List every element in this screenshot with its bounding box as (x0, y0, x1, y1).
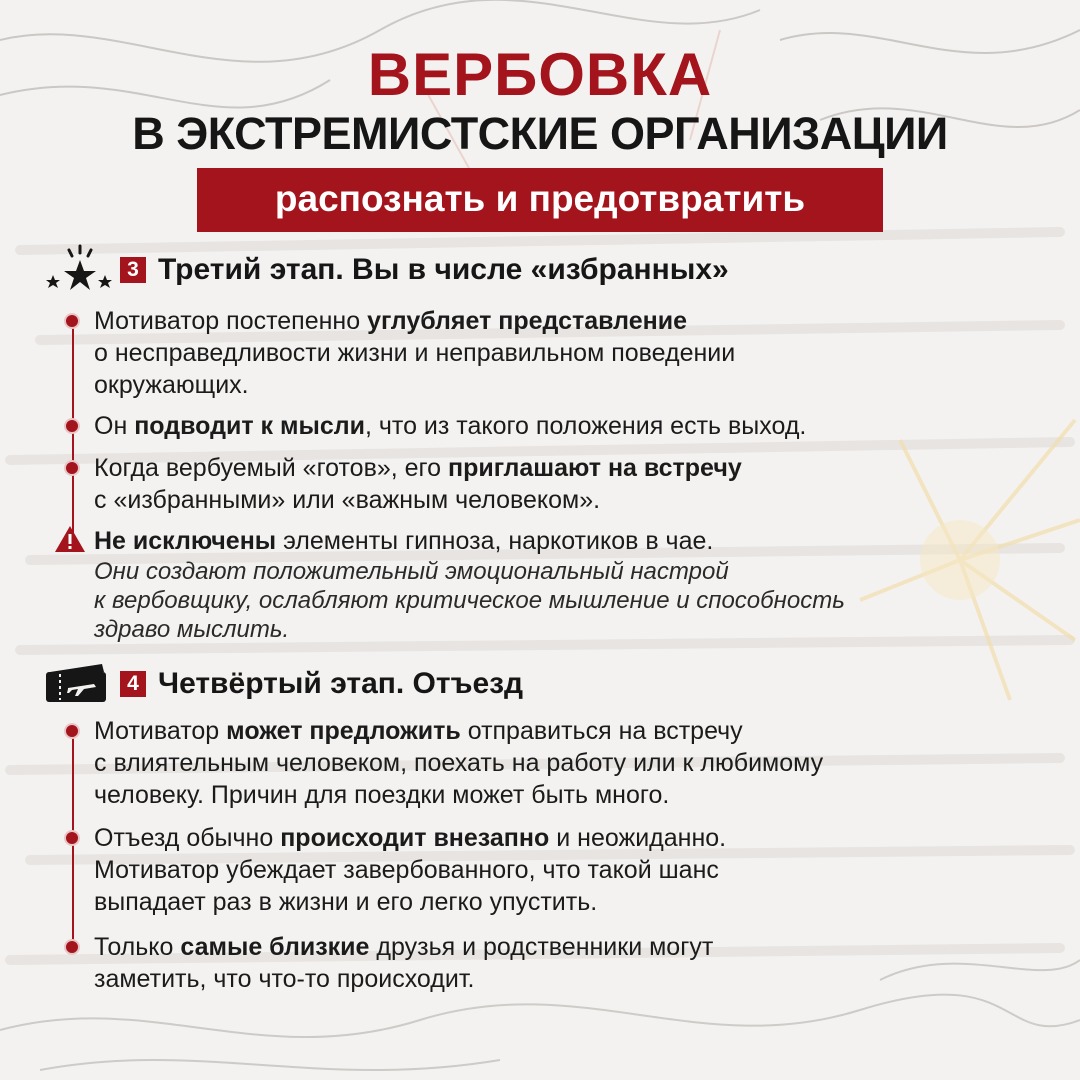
bullet-icon (64, 830, 80, 846)
stage-4-title: Четвёртый этап. Отъезд (158, 667, 524, 700)
stage-4-heading (42, 658, 523, 710)
bullet-icon (64, 723, 80, 739)
list-item: Когда вербуемый «готов», его приглашают на встречу с «избранными» или «важным человеком». (94, 452, 1054, 516)
bullet-icon (64, 939, 80, 955)
list-item: Мотиватор постепенно углубляет представление о несправедливости жизни и неправильном поведении окружающих. (94, 305, 1054, 401)
list-item: Он подводит к мысли, что из такого положения есть выход. (94, 410, 1054, 442)
stage-3-number: 3 (120, 257, 146, 283)
list-item: Мотиватор может предложить отправиться на встречу с влиятельным человеком, поехать на работу или к любимому человеку. Причин для поездки может быть много. (94, 715, 1054, 811)
list-item: Отъезд обычно происходит внезапно и неожиданно. Мотиватор убеждает завербованного, что такой шанс выпадает раз в жизни и его легко упустить. (94, 822, 1054, 918)
flight-ticket-icon (42, 658, 118, 710)
warning-item: Не исключены элементы гипноза, наркотиков в чае. Они создают положительный эмоциональный настрой к вербовщику, ослабляют критическое мышление и способность здраво мыслить. (94, 525, 1054, 644)
bullet-icon (64, 313, 80, 329)
stage-3-heading (42, 244, 729, 296)
stage-4-number: 4 (120, 671, 146, 697)
list-item: Только самые близкие друзья и родственники могут заметить, что что-то происходит. (94, 931, 1054, 995)
stars-icon (42, 244, 118, 296)
warning-icon (54, 525, 86, 553)
bullet-icon (64, 418, 80, 434)
stage-3-title: Третий этап. Вы в числе «избранных» (158, 253, 729, 286)
page-title: ВЕРБОВКА (367, 41, 713, 108)
bullet-icon (64, 460, 80, 476)
tagline-banner: распознать и предотвратить (197, 168, 883, 232)
page-subtitle: В ЭКСТРЕМИСТСКИЕ ОРГАНИЗАЦИИ (132, 108, 948, 159)
